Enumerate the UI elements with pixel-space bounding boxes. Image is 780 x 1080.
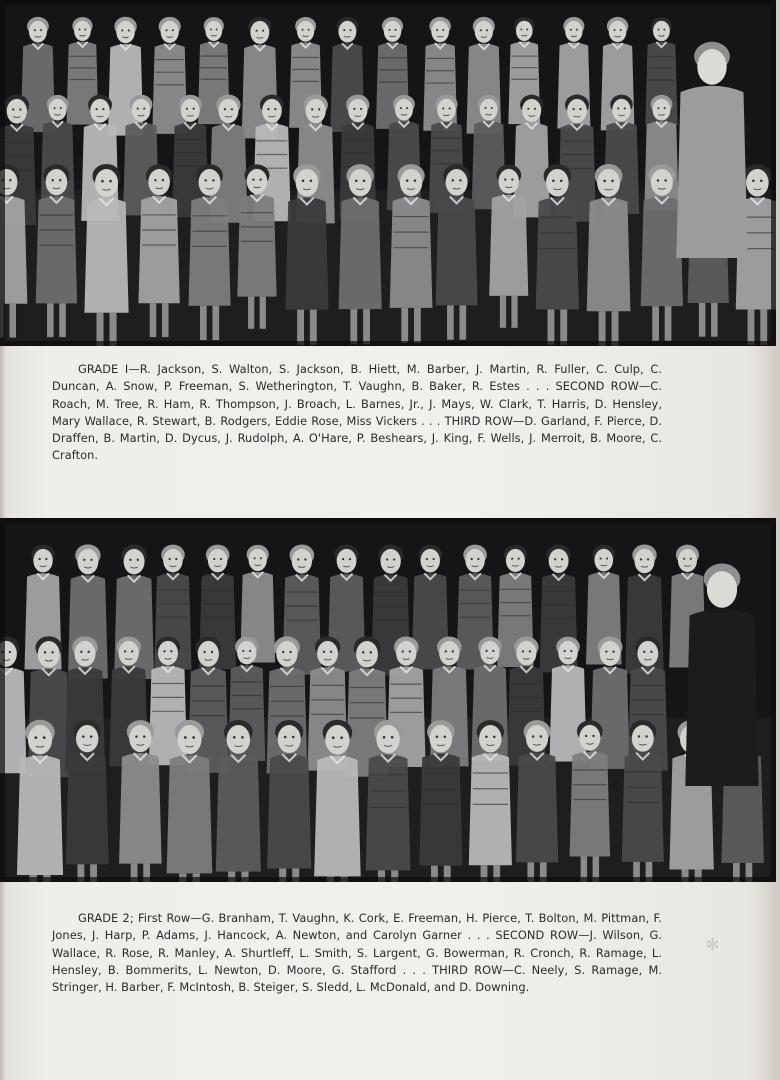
grade-1-caption-text: GRADE I—R. Jackson, S. Walton, S. Jackson, B. Hiett, M. Barber, J. Martin, R. Fuller, C. Culp, C. Duncan, A. Snow, P. Freeman, S. Wetherington, T. Vaughn, B. Baker, R. Estes . . . SECOND ROW—C. Roach, M. Tree, R. Ham, R. Thompson, J. Broach, L. Barnes, Jr., J. Mays, W. Clark, T. Harris, D. Hensley, Mary Wallace, R. Stewart, B. Rodgers, Eddie Rose, Miss Vickers . . . THIRD ROW—D. Garland, F. Pierce, D. Draffen, B. Martin, D. Dycus, J. Rudolph, A. O'Hare, P. Beshears, J. King, F. Wells, J. Merroit, B. Moore, C. Crafton.: [52, 362, 662, 463]
grade-1-class-photo: [0, 0, 776, 346]
grade-1-photo-canvas: [0, 0, 776, 346]
grade-2-caption: [52, 910, 662, 996]
grade-2-photo-canvas: [0, 518, 776, 882]
grade-2-caption-text: GRADE 2; First Row—G. Branham, T. Vaughn, K. Cork, E. Freeman, H. Pierce, T. Bolton, M. Pittman, F. Jones, J. Harp, P. Adams, J. Hancock, A. Newton, and Carolyn Garner . . . SECOND ROW—J. Wilson, G. Wallace, R. Rose, R. Manley, A. Shurtleff, L. Smith, S. Largent, G. Bowerman, R. Cronch, R. Ramage, L. Hensley, B. Bommerits, L. Newton, D. Moore, G. Stafford . . . THIRD ROW—C. Neely, S. Ramage, M. Stringer, H. Barber, F. McIntosh, B. Steiger, S. Sledd, L. McDonald, and D. Downing.: [52, 911, 662, 995]
grade-2-class-photo: [0, 518, 776, 882]
grade-1-caption: [52, 361, 662, 465]
paper-speck-mark: ✻: [706, 935, 720, 954]
